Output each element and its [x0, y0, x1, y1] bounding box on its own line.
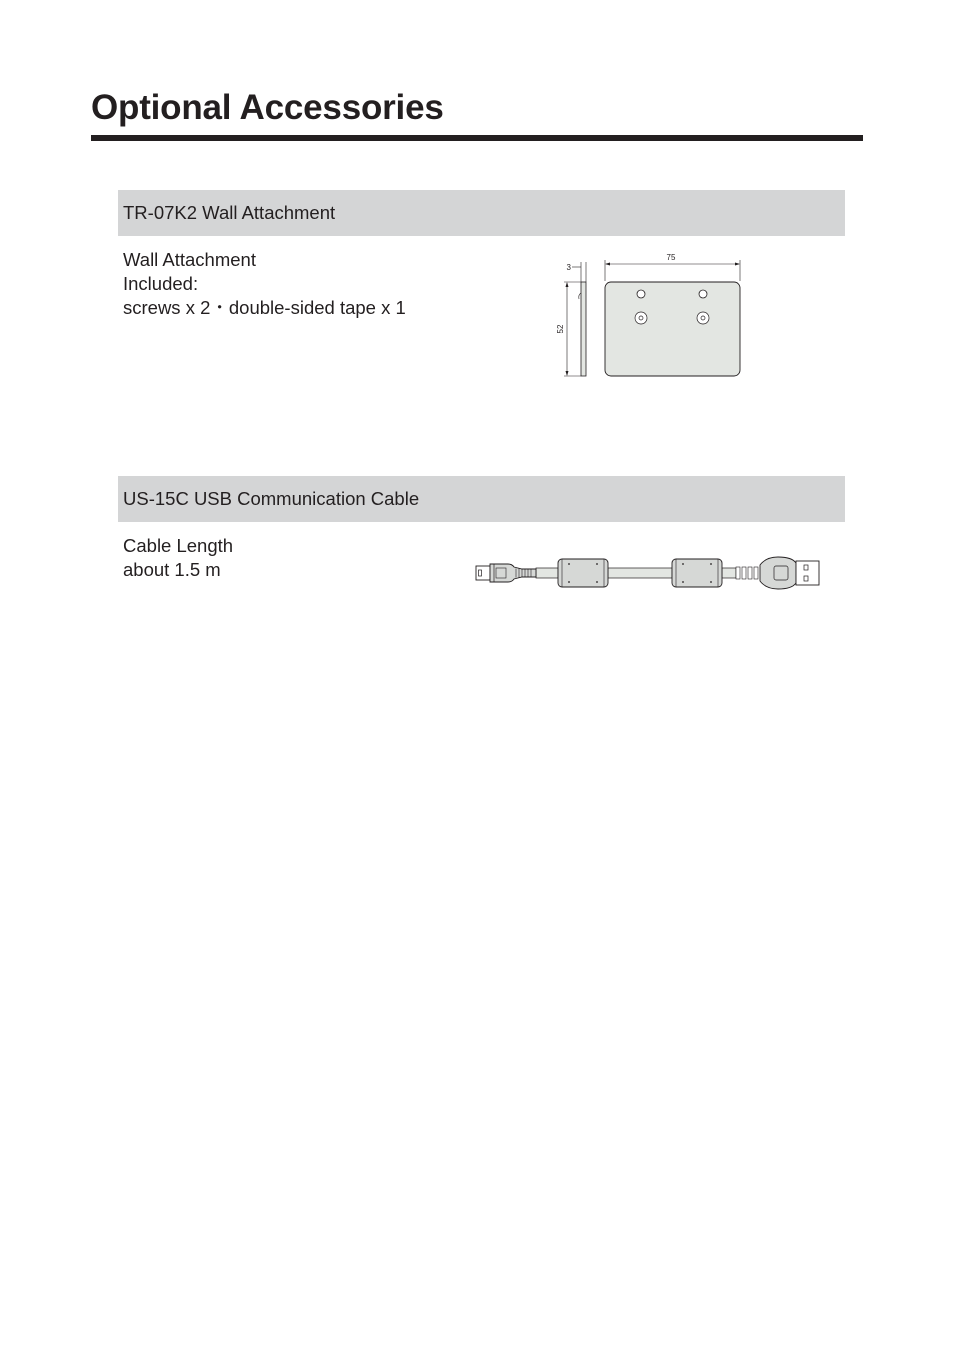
hanging-hole: [637, 290, 645, 298]
screw-hole: [697, 312, 709, 324]
wall-attachment-description: [123, 248, 406, 320]
ferrite-core: [672, 559, 722, 587]
description-line: screws x 2・double-sided tape x 1: [123, 297, 406, 318]
usb-a-housing: [760, 557, 796, 589]
side-view-plate: [581, 282, 586, 376]
hanging-hole: [699, 290, 707, 298]
screw-hole: [635, 312, 647, 324]
description-line: Cable Length: [123, 535, 234, 556]
description-line: Wall Attachment: [123, 249, 256, 270]
height-label: 52: [556, 324, 565, 334]
mini-usb-plug: [476, 566, 490, 580]
title-rule: [91, 135, 863, 141]
description-line: about 1.5 m: [123, 559, 221, 580]
width-label: 75: [666, 253, 676, 262]
usb-cable-description: [123, 534, 233, 582]
ferrite-core: [558, 559, 608, 587]
front-view-plate: [605, 282, 740, 376]
usb-a-plug: [796, 561, 819, 585]
thickness-label: 3: [566, 263, 571, 272]
page-title: Optional Accessories: [91, 88, 444, 127]
description-line: Included:: [123, 273, 199, 294]
section-header-usb-cable: US-15C USB Communication Cable: [118, 476, 845, 522]
usb-cable-drawing: [474, 553, 822, 593]
section-header-wall-attachment: TR-07K2 Wall Attachment: [118, 190, 845, 236]
wall-attachment-drawing: [550, 248, 750, 383]
mini-usb-housing: [490, 564, 536, 582]
